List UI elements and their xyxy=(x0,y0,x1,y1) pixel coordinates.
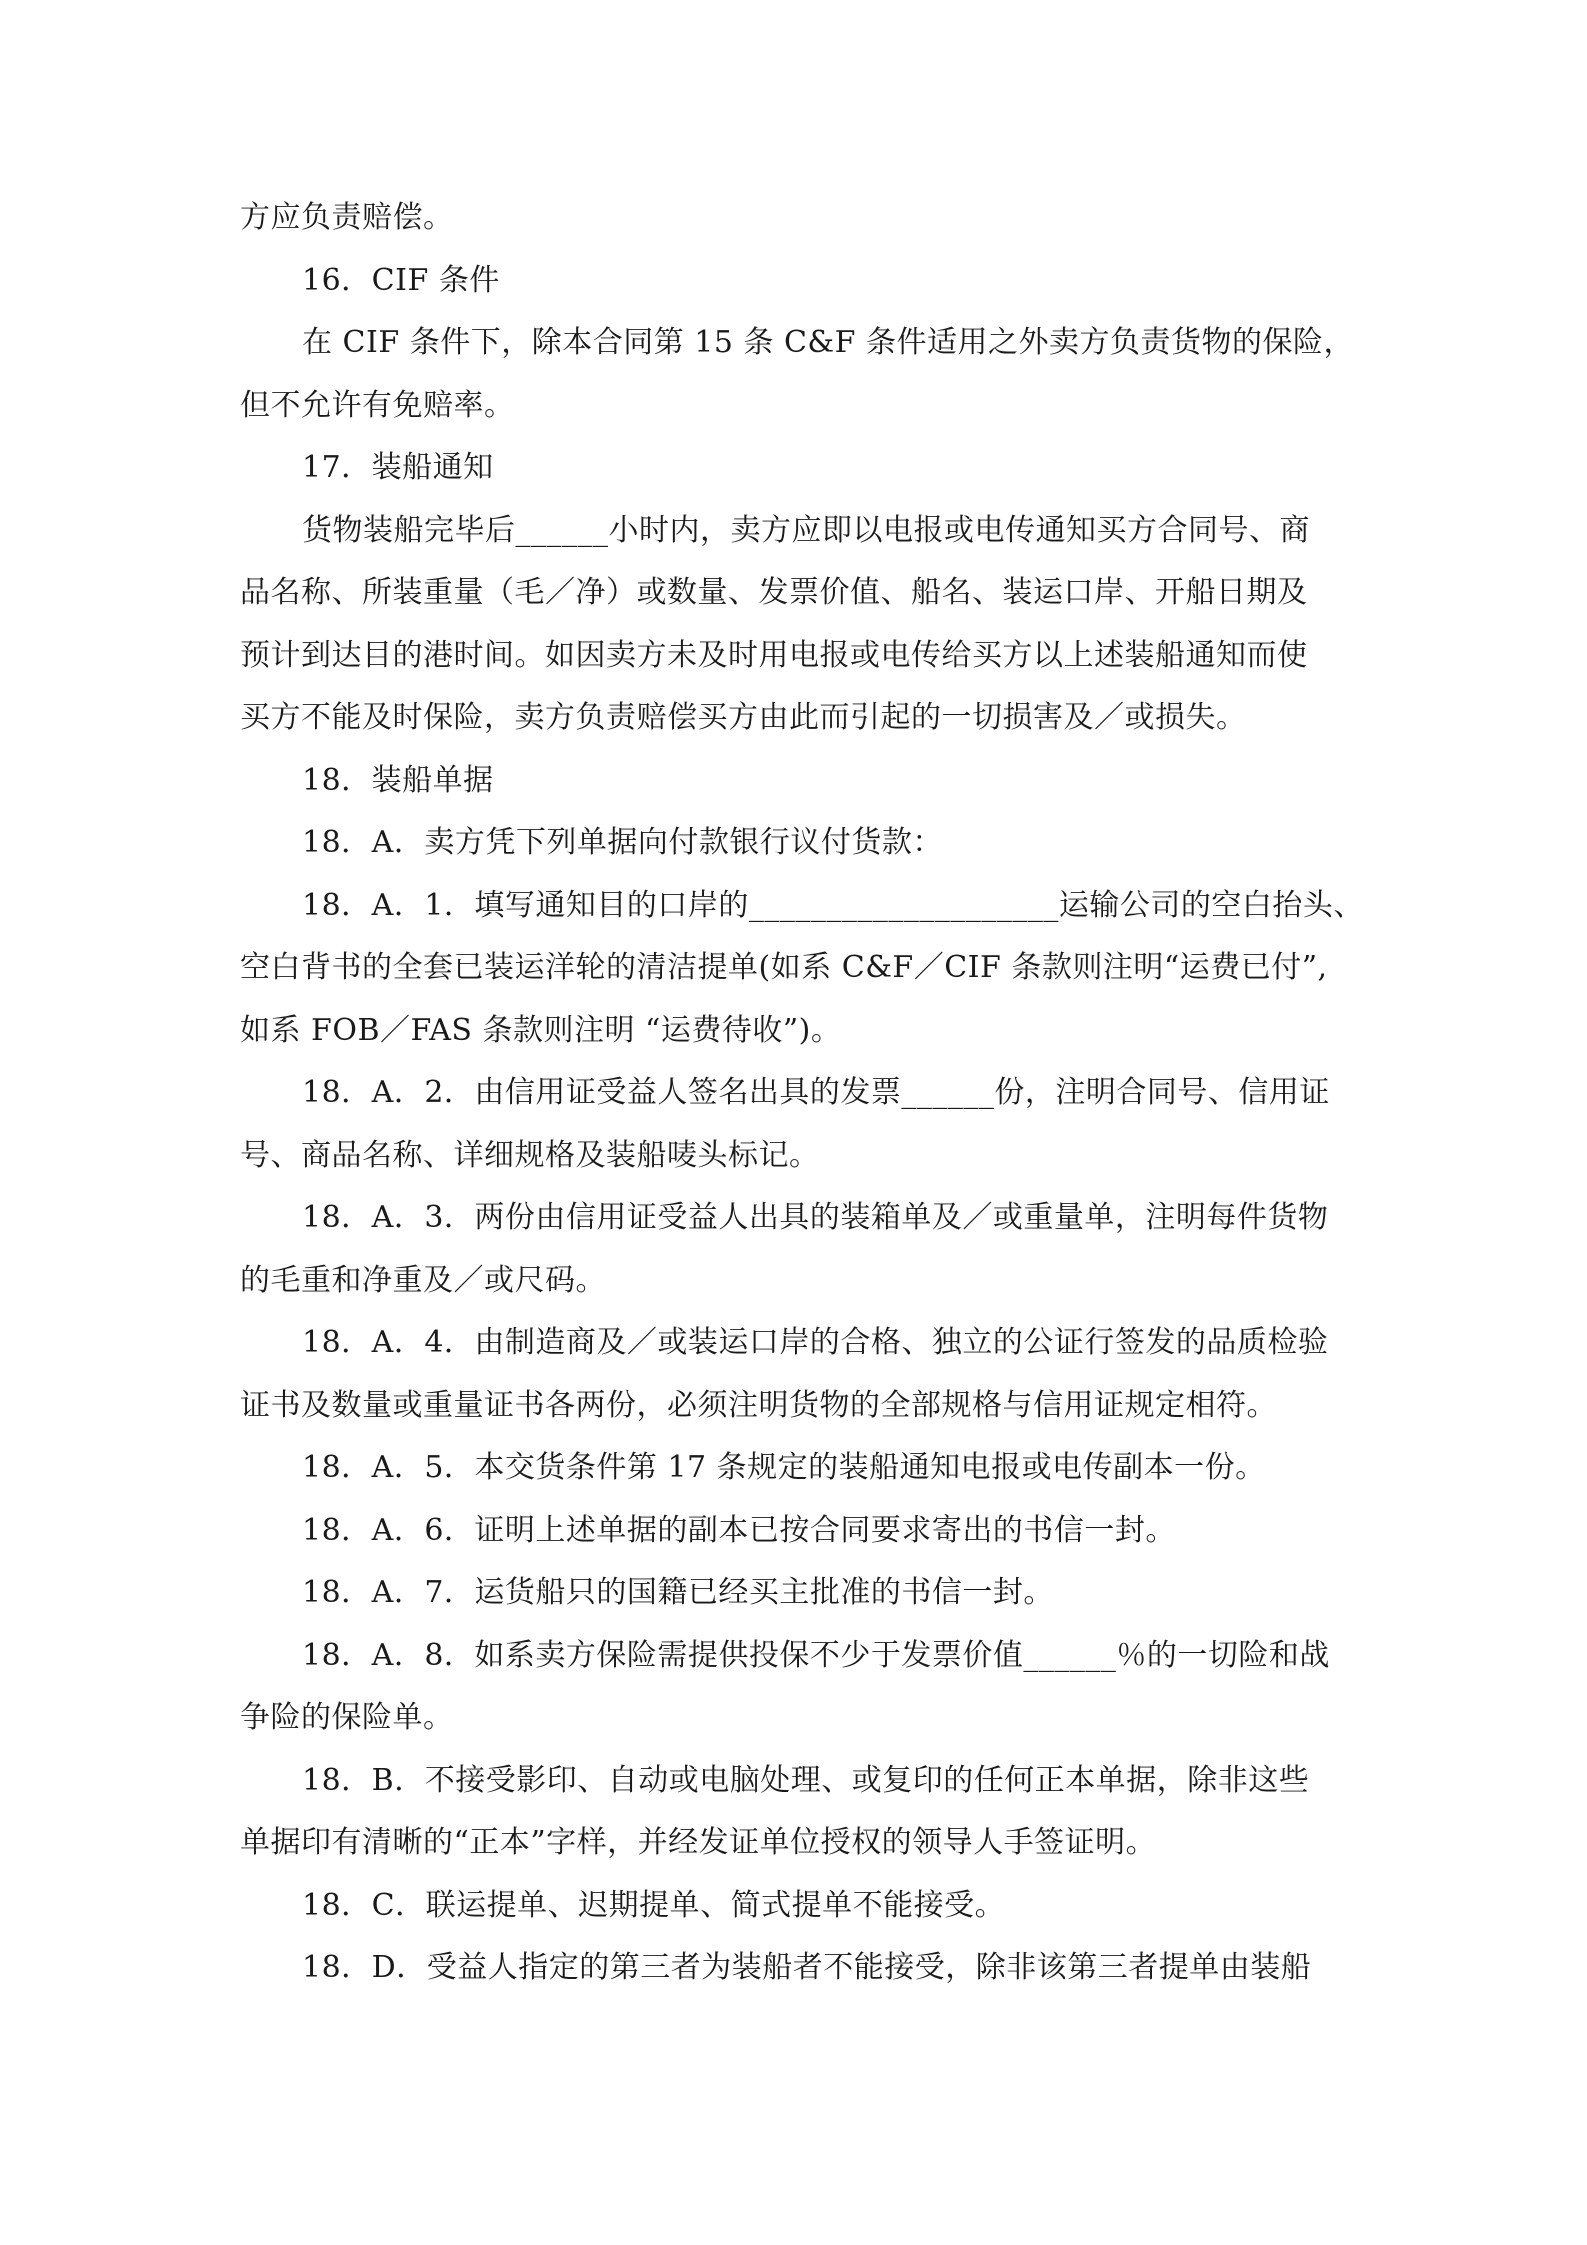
clause-18a4: 18．A．4．由制造商及／或装运口岸的合格、独立的公证行签发的品质检验 xyxy=(302,1325,1329,1360)
text-line: 货物装船完毕后______小时内，卖方应即以电报或电传通知买方合同号、商 xyxy=(302,512,1310,548)
text-line: 在 CIF 条件下，除本合同第 15 条 C&F 条件适用之外卖方负责货物的保险， xyxy=(302,325,1354,360)
clause-18a5: 18．A．5．本交货条件第 17 条规定的装船通知电报或电传副本一份。 xyxy=(302,1450,1266,1485)
section-heading-16: 16．CIF 条件 xyxy=(302,262,500,298)
clause-18a1: 18．A．1．填写通知目的口岸的____________________运输公司的空白抬头、 xyxy=(302,887,1364,923)
text-line: 品名称、所装重量（毛／净）或数量、发票价值、船名、装运口岸、开船日期及 xyxy=(240,575,1308,610)
text-line: 单据印有清晰的“正本”字样，并经发证单位授权的领导人手签证明。 xyxy=(240,1825,1157,1860)
text-line: 证书及数量或重量证书各两份，必须注明货物的全部规格与信用证规定相符。 xyxy=(240,1387,1277,1423)
text-line: 号、商品名称、详细规格及装船唛头标记。 xyxy=(240,1137,820,1173)
text-line: 买方不能及时保险，卖方负责赔偿买方由此而引起的一切损害及／或损失。 xyxy=(240,700,1247,735)
text-line: 的毛重和净重及／或尺码。 xyxy=(240,1262,606,1298)
section-heading-18: 18．装船单据 xyxy=(302,762,494,798)
document-page xyxy=(240,187,1364,2000)
clause-18a7: 18．A．7．运货船只的国籍已经买主批准的书信一封。 xyxy=(302,1575,1054,1610)
clause-18a3: 18．A．3．两份由信用证受益人出具的装箱单及／或重量单，注明每件货物 xyxy=(302,1200,1329,1235)
text-line: 方应负责赔偿。 xyxy=(240,200,454,235)
clause-18a8: 18．A．8．如系卖方保险需提供投保不少于发票价值______％的一切险和战 xyxy=(302,1637,1330,1673)
clause-18a2: 18．A．2．由信用证受益人签名出具的发票______份，注明合同号、信用证 xyxy=(302,1075,1330,1110)
text-line: 如系 FOB／FAS 条款则注明 “运费待收”)。 xyxy=(240,1012,842,1048)
clause-18b: 18．B．不接受影印、自动或电脑处理、或复印的任何正本单据，除非这些 xyxy=(302,1762,1310,1798)
clause-18a6: 18．A．6．证明上述单据的副本已按合同要求寄出的书信一封。 xyxy=(302,1512,1176,1548)
section-heading-17: 17．装船通知 xyxy=(302,450,494,485)
text-line: 争险的保险单。 xyxy=(240,1700,454,1735)
text-line: 但不允许有免赔率。 xyxy=(240,387,515,423)
text-line: 预计到达目的港时间。如因卖方未及时用电报或电传给买方以上述装船通知而使 xyxy=(240,637,1308,673)
clause-18d: 18．D．受益人指定的第三者为装船者不能接受，除非该第三者提单由装船 xyxy=(302,1950,1312,1985)
clause-18c: 18．C．联运提单、迟期提单、简式提单不能接受。 xyxy=(302,1887,1006,1923)
clause-18a: 18．A．卖方凭下列单据向付款银行议付货款： xyxy=(302,825,943,860)
text-line: 空白背书的全套已装运洋轮的清洁提单(如系 C&F／CIF 条款则注明“运费已付”, xyxy=(240,950,1328,985)
